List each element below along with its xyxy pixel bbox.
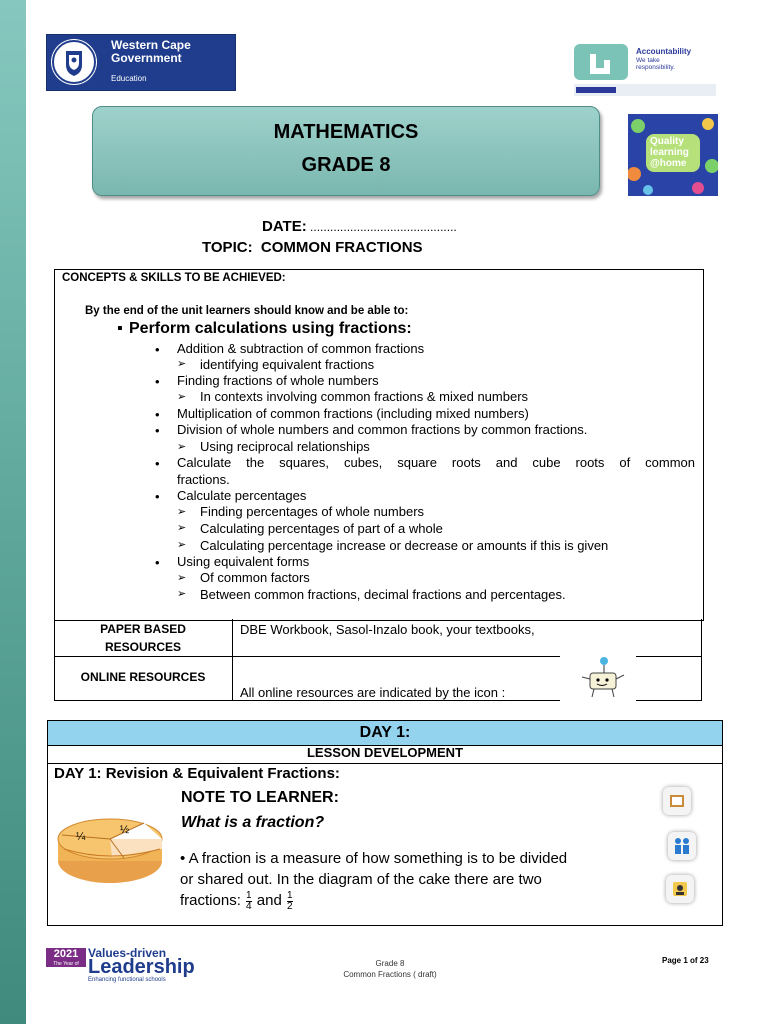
concept-subitem: Of common factors	[200, 570, 310, 585]
online-resources-label: ONLINE RESOURCES	[80, 670, 206, 684]
subject-title: MATHEMATICS	[273, 121, 419, 143]
year-badge-sub: The Year of	[46, 961, 86, 967]
accountability-tagline: We take responsibility.	[636, 57, 675, 71]
bullet: •	[155, 374, 160, 389]
bullet: •	[155, 456, 160, 471]
concept-item: Division of whole numbers and common fractions by common fractions.	[177, 422, 588, 437]
concept-subitem: Between common fractions, decimal fractions and percentages.	[200, 587, 566, 602]
concept-item: Calculate the squares, cubes, square roots and cube roots of common	[177, 455, 695, 470]
qlh-text: Quality learning @home	[650, 136, 689, 169]
date-line	[262, 218, 457, 235]
concept-subitem: Finding percentages of whole numbers	[200, 504, 425, 519]
accountability-logo	[572, 42, 718, 100]
paper-resources-label: PAPER BASED RESOURCES	[100, 622, 186, 654]
cake-half-label: ½	[120, 824, 130, 836]
workbook-icon[interactable]	[663, 787, 691, 815]
page-number: Page 1 of 23	[662, 956, 709, 965]
arrow-bullet: ➢	[177, 588, 187, 600]
square-bullet: ▪	[117, 320, 123, 337]
question-heading: What is a fraction?	[181, 814, 325, 831]
learners-icon[interactable]	[668, 832, 696, 860]
wcg-logo	[46, 34, 236, 91]
concept-subitem: Calculating percentage increase or decrease or amounts if this is given	[200, 538, 609, 553]
resources-table	[54, 619, 702, 701]
concept-item: Finding fractions of whole numbers	[177, 373, 379, 388]
arrow-bullet: ➢	[177, 539, 187, 551]
teacher-icon[interactable]	[666, 875, 694, 903]
page-sidebar-stripe	[0, 0, 26, 1024]
concept-item: Addition & subtraction of common fractions	[177, 341, 425, 356]
topic-label: TOPIC:	[202, 239, 253, 256]
accountability-title: Accountability	[636, 47, 692, 56]
concept-subitem: Calculating percentages of part of a whole	[200, 521, 443, 536]
lesson-heading: LESSON DEVELOPMENT	[306, 745, 464, 760]
day-title: DAY 1: Revision & Equivalent Fractions:	[54, 765, 340, 782]
bullet: •	[155, 407, 160, 422]
concepts-heading: CONCEPTS & SKILLS TO BE ACHIEVED:	[62, 272, 286, 284]
grade-title: GRADE 8	[301, 154, 391, 176]
fraction-one-quarter: $\frac{1}{4}$	[246, 889, 252, 912]
main-objective: Perform calculations using fractions:	[129, 320, 412, 337]
concept-subitem: Using reciprocal relationships	[200, 439, 370, 454]
wcg-name: Western Cape Government	[111, 38, 191, 65]
topic-value: COMMON FRACTIONS	[260, 239, 423, 256]
year-badge: 2021	[46, 948, 86, 964]
concept-item: Calculate percentages	[177, 488, 307, 503]
date-blank: ............................................	[306, 220, 457, 234]
online-resource-icon	[560, 655, 636, 701]
arrow-bullet: ➢	[177, 441, 187, 453]
concept-subitem: In contexts involving common fractions & mixed numbers	[200, 389, 529, 404]
coat-of-arms-icon	[51, 39, 97, 85]
arrow-bullet: ➢	[177, 391, 187, 403]
concept-item: Using equivalent forms	[177, 554, 310, 569]
note-to-learner: NOTE TO LEARNER:	[181, 789, 339, 806]
bullet: •	[155, 423, 160, 438]
day-heading-bar: DAY 1:	[47, 720, 723, 746]
wcg-department: Education	[111, 74, 147, 83]
tagline-text: Enhancing functional schools	[88, 977, 166, 983]
cake-quarter-label: ¼	[76, 831, 86, 843]
bullet: •	[155, 342, 160, 357]
concepts-intro: By the end of the unit learners should know and be able to:	[85, 305, 409, 317]
concept-item-continued: fractions.	[177, 472, 230, 487]
footer-center: Grade 8 Common Fractions ( draft)	[343, 959, 437, 979]
date-label: DATE:	[262, 218, 307, 235]
values-driven-text: Values-driven	[88, 946, 167, 960]
concepts-box	[54, 269, 704, 621]
fraction-explanation: • A fraction is a measure of how something is to be divided or shared out. In the diagram of the cake there are two fractions: $\frac{1}{4}$ and $\frac{1}{2}$	[180, 850, 568, 912]
quality-learning-home-logo	[628, 114, 718, 196]
paper-resources-value: DBE Workbook, Sasol-Inzalo book, your textbooks,	[240, 622, 535, 637]
arrow-bullet: ➢	[177, 522, 187, 534]
cake-illustration	[54, 811, 166, 891]
concept-subitem: identifying equivalent fractions	[200, 357, 375, 372]
concept-item: Multiplication of common fractions (including mixed numbers)	[177, 406, 529, 421]
lesson-box	[47, 745, 723, 926]
bullet: •	[155, 555, 160, 570]
bullet: •	[155, 489, 160, 504]
arrow-bullet: ➢	[177, 572, 187, 584]
leadership-text: Leadership	[88, 956, 195, 978]
online-resources-value: All online resources are indicated by the icon :	[240, 685, 506, 700]
topic-line	[202, 239, 423, 256]
arrow-bullet: ➢	[177, 506, 187, 518]
subject-banner	[92, 106, 600, 196]
arrow-bullet: ➢	[177, 358, 187, 370]
fraction-one-half: $\frac{1}{2}$	[286, 889, 293, 912]
